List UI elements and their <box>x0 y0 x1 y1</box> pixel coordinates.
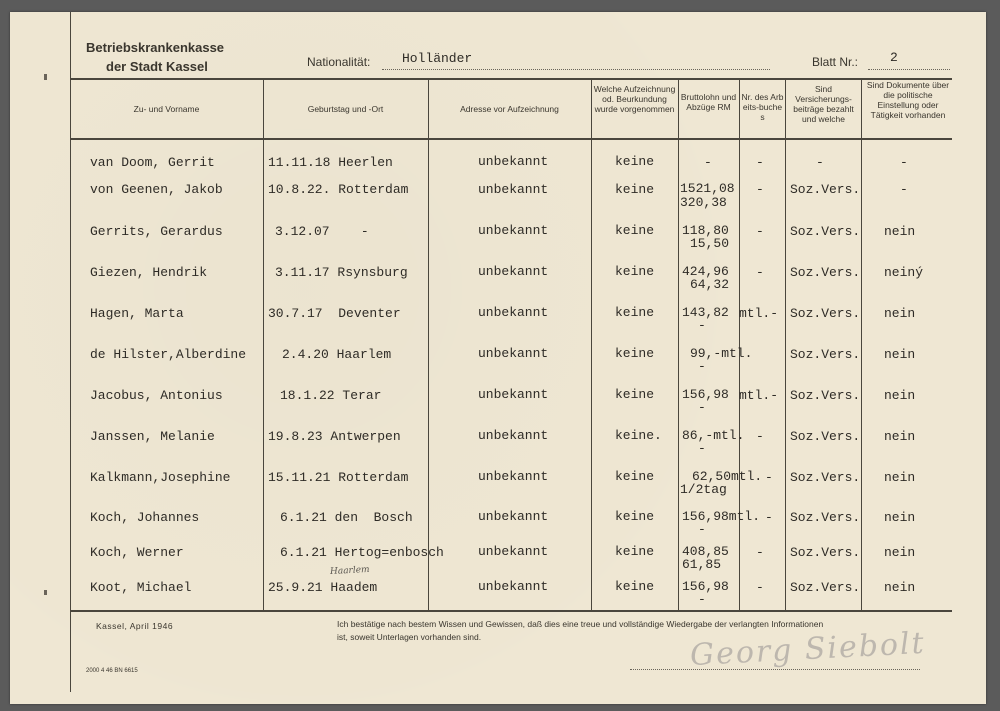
gross-wage: 156,98 <box>682 579 729 594</box>
margin-rule <box>70 12 71 692</box>
gross-wage: 143,82 <box>682 305 729 320</box>
birth-date-place: 30.7.17 Deventer <box>268 306 401 321</box>
deductions: 61,85 <box>682 557 722 572</box>
insurance-paid: Soz.Vers. <box>790 545 861 560</box>
table-bottom-rule <box>70 610 952 612</box>
gross-wage: 1521,08 <box>680 181 735 196</box>
document-sheet <box>10 12 986 704</box>
signature: Georg Siebolt <box>689 625 927 674</box>
deductions: - <box>698 400 706 415</box>
workbook-number: mtl.- <box>739 306 779 321</box>
column-divider <box>263 79 264 611</box>
prior-address: unbekannt <box>478 264 549 279</box>
insurance-paid: - <box>816 155 824 170</box>
person-name: Jacobus, Antonius <box>90 388 223 403</box>
birth-date-place: 18.1.22 Terar <box>280 388 382 403</box>
column-header-insurance: Sind Versicherungs-beiträge bezahlt und welche <box>793 84 854 124</box>
birth-date-place: 11.11.18 Heerlen <box>268 155 393 170</box>
gross-wage: 86,-mtl. <box>682 428 745 443</box>
record-type: keine <box>615 387 655 402</box>
person-name: von Geenen, Jakob <box>90 182 223 197</box>
gross-wage: 62,50mtl. <box>692 469 763 484</box>
sheet-label: Blatt Nr.: <box>812 55 859 69</box>
record-type: keine <box>615 223 655 238</box>
person-name: de Hilster,Alberdine <box>90 347 247 362</box>
insurance-paid: Soz.Vers. <box>790 265 861 280</box>
certification-line-1: Ich bestätige nach bestem Wissen und Gewissen, daß dies eine treue und vollständige Wiedergabe der verlangten Informationen <box>337 619 824 629</box>
prior-address: unbekannt <box>478 428 549 443</box>
record-type: keine <box>615 305 655 320</box>
person-name: Janssen, Melanie <box>90 429 215 444</box>
deductions: - <box>698 592 706 607</box>
column-divider <box>428 79 429 611</box>
table-top-rule <box>70 78 952 80</box>
prior-address: unbekannt <box>478 305 549 320</box>
birth-date-place: 3.11.17 Rsynsburg <box>275 265 408 280</box>
person-name: Koch, Johannes <box>90 510 200 525</box>
prior-address: unbekannt <box>478 387 549 402</box>
person-name: Gerrits, Gerardus <box>90 224 223 239</box>
deductions: - <box>698 441 706 456</box>
person-name: van Doom, Gerrit <box>90 155 215 170</box>
punch-mark <box>44 590 47 595</box>
signature-line <box>630 669 920 670</box>
deductions: - <box>698 522 706 537</box>
record-type: keine <box>615 346 655 361</box>
insurance-paid: Soz.Vers. <box>790 510 861 525</box>
gross-wage: 156,98mtl. <box>682 509 761 524</box>
political-documents: nein <box>884 388 916 403</box>
political-documents: nein <box>884 306 916 321</box>
column-header-workbook: Nr. des Arbeits-buches <box>741 92 784 122</box>
birth-date-place: 10.8.22. Rotterdam <box>268 182 409 197</box>
column-header-documents: Sind Dokumente über die politische Einstellung oder Tätigkeit vorhanden <box>866 80 950 120</box>
gross-wage: 118,80 <box>682 223 729 238</box>
workbook-number: - <box>756 580 764 595</box>
punch-mark <box>44 74 47 80</box>
political-documents: nein <box>884 510 916 525</box>
deductions: 64,32 <box>690 277 730 292</box>
birth-date-place: 19.8.23 Antwerpen <box>268 429 401 444</box>
nationality-value: Holländer <box>402 51 473 66</box>
person-name: Giezen, Hendrik <box>90 265 208 280</box>
record-type: keine <box>615 154 655 169</box>
column-divider <box>739 79 740 611</box>
political-documents: nein <box>884 545 916 560</box>
person-name: Kalkmann,Josephine <box>90 470 231 485</box>
record-type: keine <box>615 264 655 279</box>
workbook-number: - <box>756 545 764 560</box>
org-name-line2: der Stadt Kassel <box>106 59 208 74</box>
political-documents: neiný <box>884 265 924 280</box>
prior-address: unbekannt <box>478 346 549 361</box>
political-documents: - <box>900 155 908 170</box>
prior-address: unbekannt <box>478 579 549 594</box>
print-code: 2000 4 46 BN 6615 <box>86 668 138 674</box>
workbook-number: - <box>765 470 773 485</box>
insurance-paid: Soz.Vers. <box>790 429 861 444</box>
record-type: keine <box>615 182 655 197</box>
org-name-line1: Betriebskrankenkasse <box>86 40 225 55</box>
birth-date-place: 2.4.20 Haarlem <box>282 347 392 362</box>
workbook-number: - <box>765 510 773 525</box>
nationality-label: Nationalität: <box>307 55 371 69</box>
deductions: 320,38 <box>680 195 727 210</box>
workbook-number: - <box>756 224 764 239</box>
gross-wage: 99,-mtl. <box>690 346 753 361</box>
gross-wage: 156,98 <box>682 387 729 402</box>
person-name: Hagen, Marta <box>90 306 184 321</box>
insurance-paid: Soz.Vers. <box>790 580 861 595</box>
birth-date-place: 15.11.21 Rotterdam <box>268 470 409 485</box>
column-divider <box>591 79 592 611</box>
workbook-number: - <box>756 155 764 170</box>
column-divider <box>678 79 679 611</box>
gross-wage: - <box>704 155 712 170</box>
prior-address: unbekannt <box>478 509 549 524</box>
column-header-wage: Bruttolohn und Abzüge RM <box>680 92 737 112</box>
political-documents: nein <box>884 347 916 362</box>
deductions: - <box>698 318 706 333</box>
record-type: keine <box>615 579 655 594</box>
record-type: keine <box>615 509 655 524</box>
sheet-underline <box>868 69 950 70</box>
person-name: Koot, Michael <box>90 580 192 595</box>
insurance-paid: Soz.Vers. <box>790 224 861 239</box>
political-documents: - <box>900 182 908 197</box>
column-header-name: Zu- und Vorname <box>133 104 200 114</box>
column-divider <box>785 79 786 611</box>
political-documents: nein <box>884 224 916 239</box>
certification-line-2: ist, soweit Unterlagen vorhanden sind. <box>337 632 482 642</box>
header-bottom-rule <box>70 138 952 140</box>
prior-address: unbekannt <box>478 154 549 169</box>
gross-wage: 408,85 <box>682 544 729 559</box>
insurance-paid: Soz.Vers. <box>790 470 861 485</box>
birth-date-place: 6.1.21 den Bosch <box>280 510 413 525</box>
column-header-birth: Geburtstag und -Ort <box>307 104 384 114</box>
workbook-number: - <box>756 429 764 444</box>
prior-address: unbekannt <box>478 544 549 559</box>
column-divider <box>861 79 862 611</box>
political-documents: nein <box>884 470 916 485</box>
insurance-paid: Soz.Vers. <box>790 182 861 197</box>
nationality-underline <box>382 69 770 70</box>
prior-address: unbekannt <box>478 182 549 197</box>
prior-address: unbekannt <box>478 469 549 484</box>
workbook-number: - <box>756 265 764 280</box>
birth-date-place: 3.12.07 - <box>275 224 369 239</box>
sheet-number: 2 <box>890 50 898 65</box>
record-type: keine <box>615 469 655 484</box>
deductions: 15,50 <box>690 236 730 251</box>
political-documents: nein <box>884 580 916 595</box>
handwritten-correction: Haarlem <box>329 564 370 578</box>
prior-address: unbekannt <box>478 223 549 238</box>
deductions: - <box>698 359 706 374</box>
record-type: keine. <box>615 428 662 443</box>
person-name: Koch, Werner <box>90 545 184 560</box>
birth-date-place: 25.9.21 Haadem <box>268 580 378 595</box>
deductions: 1/2tag <box>680 482 727 497</box>
column-header-record: Welche Aufzeichnung od. Beurkundung wurde vorgenommen <box>593 84 676 114</box>
insurance-paid: Soz.Vers. <box>790 347 861 362</box>
insurance-paid: Soz.Vers. <box>790 388 861 403</box>
column-header-address: Adresse vor Aufzeichnung <box>460 104 559 114</box>
record-type: keine <box>615 544 655 559</box>
place-date: Kassel, April 1946 <box>96 621 174 631</box>
gross-wage: 424,96 <box>682 264 729 279</box>
birth-date-place: 6.1.21 Hertog=enbosch <box>280 545 444 560</box>
political-documents: nein <box>884 429 916 444</box>
insurance-paid: Soz.Vers. <box>790 306 861 321</box>
workbook-number: mtl.- <box>739 388 779 403</box>
workbook-number: - <box>756 182 764 197</box>
